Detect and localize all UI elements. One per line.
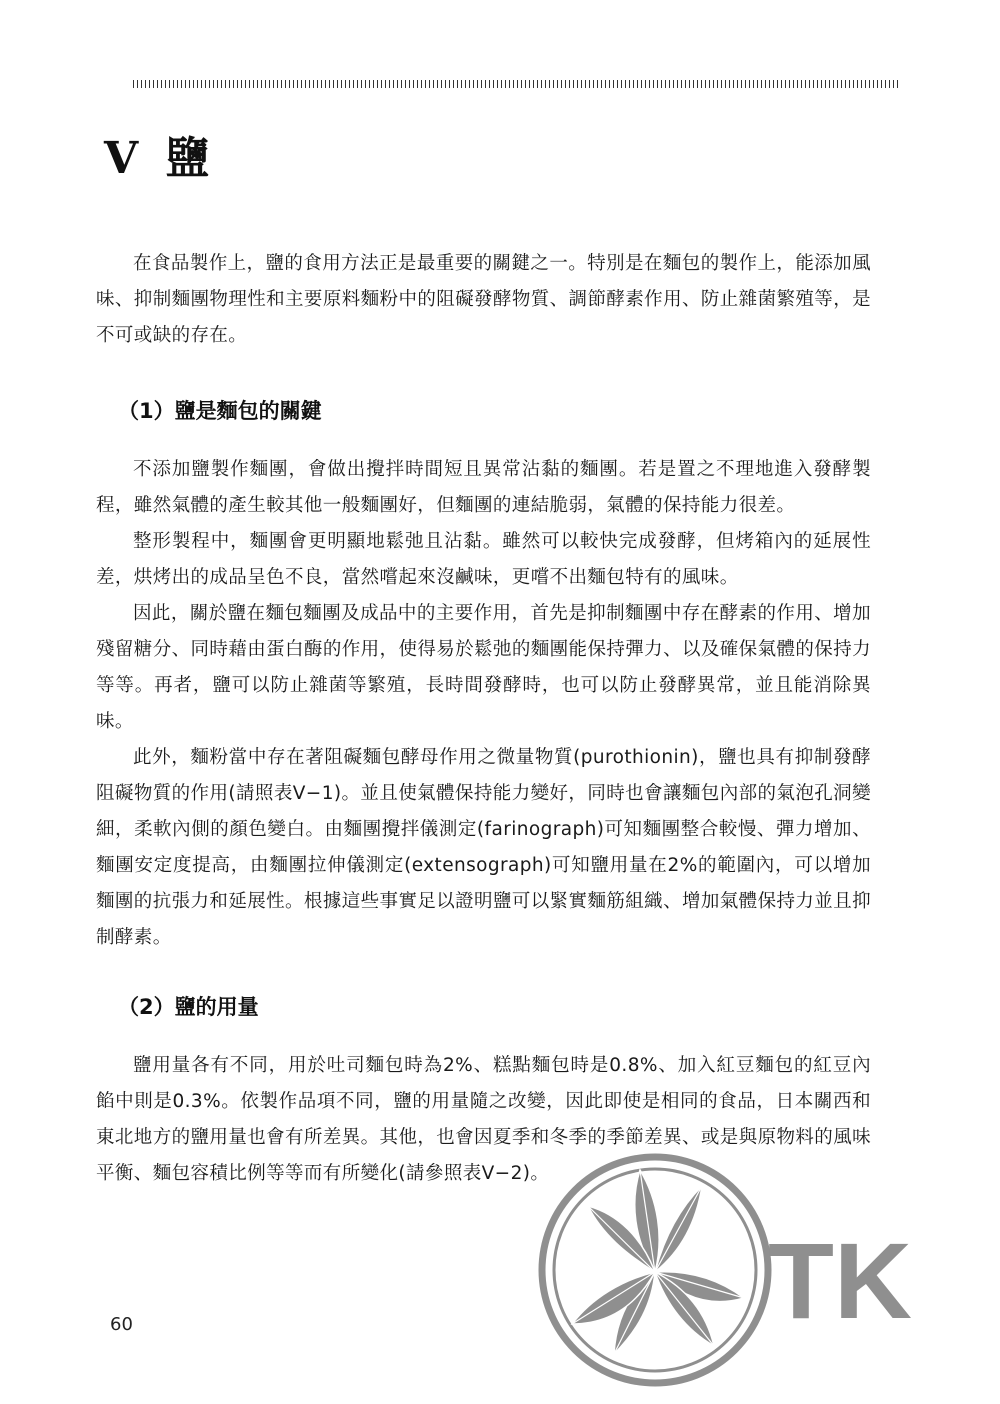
section-salt-key: [96, 394, 871, 956]
body-paragraph: 因此，關於鹽在麵包麵團及成品中的主要作用，首先是抑制麵團中存在酵素的作用、增加殘留糖分、同時藉由蛋白酶的作用，使得易於鬆弛的麵團能保持彈力、以及確保氣體的保持力等等。再者，鹽可以防止雜菌等繁殖，長時間發酵時，也可以防止發酵異常，並且能消除異味。: [96, 603, 871, 732]
bamboo-leaf-circle-icon: [530, 1140, 990, 1400]
logo-text: TK: [768, 1220, 912, 1341]
body-paragraph: 不添加鹽製作麵團，會做出攪拌時間短且異常沾黏的麵團。若是置之不理地進入發酵製程，雖然氣體的產生較其他一般麵團好，但麵團的連結脆弱，氣體的保持能力很差。: [96, 459, 871, 516]
main-content: [96, 246, 871, 1226]
chapter-title: V 鹽: [104, 133, 216, 184]
intro-paragraph: 在食品製作上，鹽的食用方法正是最重要的關鍵之一。特別是在麵包的製作上，能添加風味、抑制麵團物理性和主要原料麵粉中的阻礙發酵物質、調節酵素作用、防止雜菌繁殖等，是不可或缺的存在。: [96, 253, 871, 346]
page-number: 60: [110, 1314, 133, 1335]
body-paragraph: 此外，麵粉當中存在著阻礙麵包酵母作用之微量物質(purothionin)，鹽也具有抑制發酵阻礙物質的作用(請照表Ⅴ−1)。並且使氣體保持能力變好，同時也會讓麵包內部的氣泡孔洞變細，柔軟內側的顏色變白。由麵團攪拌儀測定(farinograph)可知麵團整合較慢、彈力增加、麵團安定度提高，由麵團拉伸儀測定(extensograph)可知鹽用量在2%的範圍內，可以增加麵團的抗張力和延展性。根據這些事實足以證明鹽可以緊實麵筋組織、增加氣體保持力並且抑制酵素。: [96, 747, 871, 948]
section-heading: （2）鹽的用量: [118, 995, 259, 1019]
body-paragraph: 整形製程中，麵團會更明顯地鬆弛且沾黏。雖然可以較快完成發酵，但烤箱內的延展性差，烘烤出的成品呈色不良，當然嚐起來沒鹹味，更嚐不出麵包特有的風味。: [96, 531, 871, 588]
body-paragraph: 鹽用量各有不同，用於吐司麵包時為2%、糕點麵包時是0.8%、加入紅豆麵包的紅豆內餡中則是0.3%。依製作品項不同，鹽的用量隨之改變，因此即使是相同的食品，日本關西和東北地方的鹽用量也會有所差異。其他，也會因夏季和冬季的季節差異、或是與原物料的風味平衡、麵包容積比例等等而有所變化(請參照表Ⅴ−2)。: [96, 1055, 871, 1184]
top-dotted-rule: [133, 80, 901, 88]
tk-logo: [530, 1140, 990, 1404]
section-heading: （1）鹽是麵包的關鍵: [118, 399, 322, 423]
